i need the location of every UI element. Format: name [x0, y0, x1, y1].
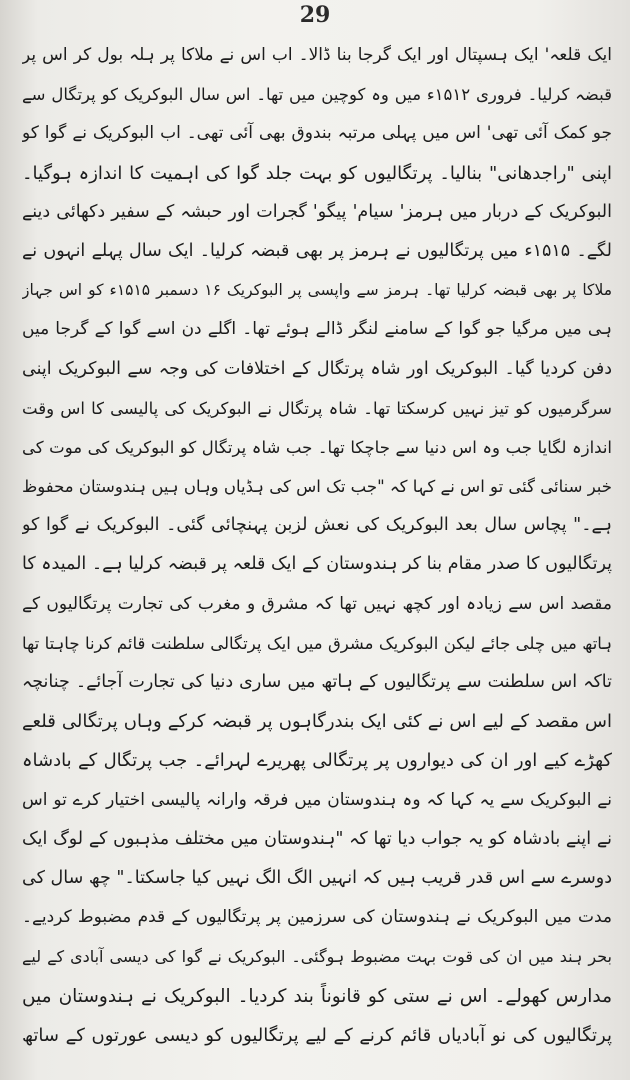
text-line: ہے۔" پچاس سال بعد البوکریک کی نعش لزبن پہنچائی گئی۔ البوکریک نے گوا کو	[22, 515, 612, 536]
text-line: نے البوکریک سے یہ کہا کہ وہ ہندوستان میں فرقہ وارانہ پالیسی اختیار کرے تو اس	[22, 789, 612, 810]
text-line: اپنی "راجدھانی" بنالیا۔ پرتگالیوں کو بہت جلد گوا کی اہمیت کا اندازہ ہوگیا۔	[22, 162, 612, 184]
text-line: ہاتھ میں چلی جائے لیکن البوکریک مشرق میں ایک پرتگالی سلطنت قائم کرنا چاہتا تھا	[22, 633, 612, 653]
body-text	[22, 36, 612, 1055]
text-line: مدت میں البوکریک نے ہندوستان کی سرزمین پر پرتگالیوں کے قدم مضبوط کردیے۔	[22, 907, 612, 928]
text-line: اس مقصد کے لیے اس نے کئی ایک بندرگاہوں پر قبضہ کرکے وہاں پرتگالی قلعے	[22, 711, 612, 733]
text-line: ایک قلعہ' ایک ہسپتال اور ایک گرجا بنا ڈالا۔ اب اس نے ملاکا پر ہلہ بول کر اس پر	[22, 45, 612, 65]
text-line: دوسرے سے اس قدر قریب ہیں کہ انہیں الگ الگ نہیں کیا جاسکتا۔" چھ سال کی	[22, 867, 612, 888]
text-line: کھڑے کیے اور ان کی دیواروں پر پرتگالی پھریرے لہرائے۔ جب پرتگال کے بادشاہ	[22, 750, 612, 772]
text-line: ملاکا پر بھی قبضہ کرلیا تھا۔ ہرمز سے واپسی پر البوکریک ۱۶ دسمبر ۱۵۱۵ء کو اس جہاز	[22, 281, 612, 300]
text-line: بحر ہند میں ان کی قوت بہت مضبوط ہوگئی۔ البوکریک نے گوا کی دیسی آبادی کے لیے	[22, 947, 612, 967]
text-line: مقصد اس سے زیادہ اور کچھ نہیں تھا کہ مشرق و مغرب کی تجارت پرتگالیوں کے	[22, 593, 612, 614]
text-line: اندازہ لگایا جب وہ اس دنیا سے جاچکا تھا۔ جب شاہ پرتگال کو البوکریک کی موت کی	[22, 437, 612, 457]
text-line: دفن کردیا گیا۔ البوکریک اور شاہ پرتگال کے اختلافات کی وجہ سے البوکریک اپنی	[22, 358, 612, 379]
page-number: 29	[299, 2, 331, 28]
text-line: مدارس کھولے۔ اس نے ستی کو قانوناً بند کردیا۔ البوکریک نے ہندوستان میں	[22, 985, 612, 1007]
text-line: تاکہ اس سلطنت سے پرتگالیوں کے ہاتھ میں ساری دنیا کی تجارت آجائے۔ چنانچہ	[22, 672, 612, 692]
text-line: جو کمک آئی تھی' اس میں پہلی مرتبہ بندوق بھی آئی تھی۔ اب البوکریک نے گوا کو	[22, 123, 612, 144]
text-line: خبر سنائی گئی تو اس نے کہا کہ "جب تک اس کی ہڈیاں وہاں ہیں ہندوستان محفوظ	[22, 477, 612, 497]
text-line: لگے۔ ۱۵۱۵ء میں پرتگالیوں نے ہرمز پر بھی قبضہ کرلیا۔ ایک سال پہلے انہوں نے	[22, 240, 612, 261]
text-line: قبضہ کرلیا۔ فروری ۱۵۱۲ء میں وہ کوچین میں تھا۔ اس سال البوکریک کو پرتگال سے	[22, 85, 612, 105]
text-line: نے اپنے بادشاہ کو یہ جواب دیا تھا کہ "ہندوستان میں مختلف مذہبوں کے لوگ ایک	[22, 828, 612, 849]
text-line: ہی میں مرگیا جو گوا کے سامنے لنگر ڈالے ہوئے تھا۔ اگلے دن اسے گوا کے گرجا میں	[22, 319, 612, 340]
text-line: سرگرمیوں کو تیز نہیں کرسکتا تھا۔ شاہ پرتگال نے البوکریک کی پالیسی کا اس وقت	[22, 398, 612, 418]
text-line: پرتگالیوں کی نو آبادیاں قائم کرنے کے لیے پرتگالیوں کو دیسی عورتوں کے ساتھ	[22, 1024, 612, 1046]
text-line: البوکریک کے دربار میں ہرمز' سیام' پیگو' گجرات اور حبشہ کے سفیر دکھائی دینے	[22, 201, 612, 222]
text-line: پرتگالیوں کا صدر مقام بنا کر ہندوستان کے ایک قلعہ پر قبضہ کرلیا ہے۔ المیدہ کا	[22, 554, 612, 575]
